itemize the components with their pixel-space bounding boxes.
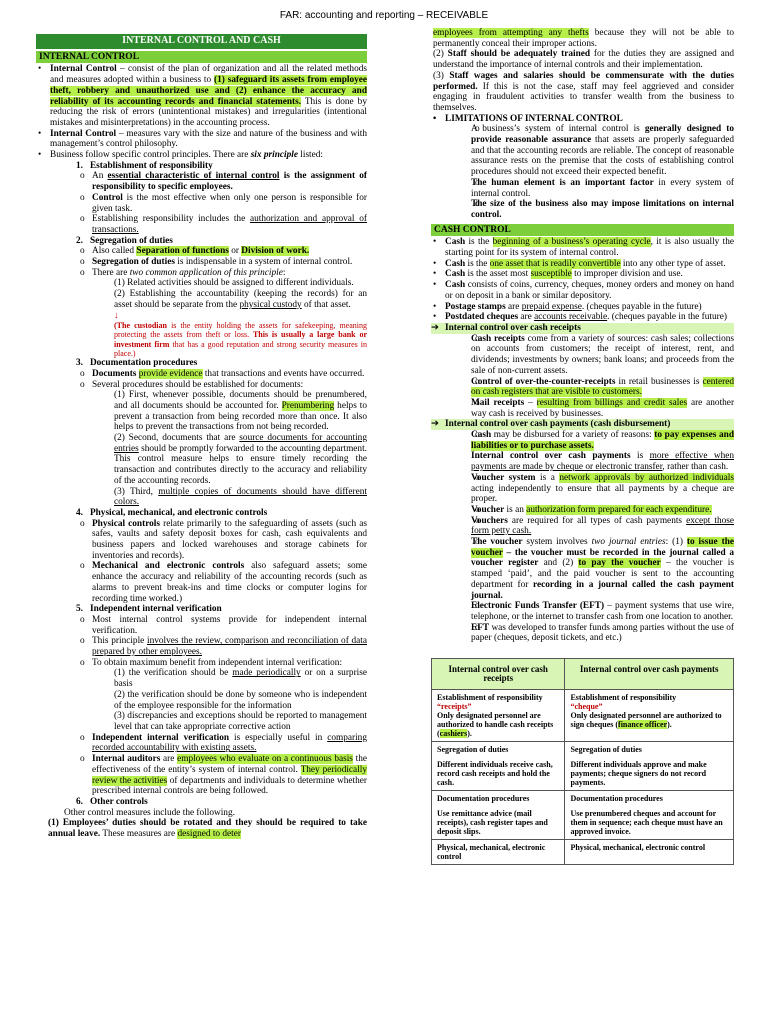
cash-payments-item: o Cash may be disbursed for a variety of reasons: to pay expenses and liabilities or to purchase assets.	[431, 430, 734, 451]
other-controls-item-3: (3) Staff wages and salaries should be commensurate with the duties performed. If this is not the case, staff may feel aggrieved and consider engaging in fraudulent activities to transfer wealth from the business to themselves.	[433, 70, 734, 113]
principle-1-title: 1. Establishment of responsibility	[76, 160, 213, 171]
principle-3-title: 3. Documentation procedures	[76, 358, 198, 369]
page-title: INTERNAL CONTROL AND CASH	[36, 34, 367, 49]
cash-payments-item: o EFT was developed to transfer funds among parties without the use of paper (cheques, deposit tickets, and etc.)	[431, 623, 734, 644]
other-controls-item-1: (1) Employees’ duties should be rotated and they should be required to take annual leave. These measures are designed to deter	[48, 818, 367, 840]
principle-2-item: o Also called Separation of functions or Division of work.	[36, 246, 367, 257]
principle-5-sub: (2) the verification should be done by someone who is independent of the employee responsible for the information	[114, 689, 367, 711]
principle-2-sub: (1) Related activities should be assigned to different individuals.	[114, 278, 354, 289]
section-internal-control: INTERNAL CONTROL	[36, 51, 367, 64]
principle-5-item: o Internal auditors are employees who evaluate on a continuous basis the effectiveness of the entity’s system of internal control. They periodically review the activities of departments and individuals to determine whether prescribed internal controls are being followed.	[36, 754, 367, 797]
principle-3-sub: (2) Second, documents that are source documents for accounting entries should be promptly forwarded to the accounting department. This control measure helps to ensure timely recording the transaction and contributes directly to the accuracy and reliability of the accounting records.	[114, 433, 367, 486]
bullet-internal-control-definition: • Internal Control – consist of the plan of organization and all the related methods and measures adopted within a business to (1) safeguard its assets from employee theft, robbery and unauthorized use and (2) enhance the accuracy and reliability of its accounting records and financial statements. This is done by reducing the risk of errors (unintentional mistakes) and irregularities (intentional mistakes and misinterpretations) in the accounting process.	[36, 64, 367, 128]
section-cash-control: CASH CONTROL	[431, 224, 734, 237]
table-row	[432, 690, 734, 742]
principle-3-sub: (3) Third, multiple copies of documents should have different colors.	[114, 486, 367, 508]
principle-1-item: o Control is the most effective when only one person is responsible for given task.	[36, 193, 367, 214]
bullet-internal-control-measures: • Internal Control – measures vary with the size and nature of the business and with management’s control philosophy.	[36, 129, 367, 150]
principle-3-item: o Documents provide evidence that transactions and events have occurred.	[36, 369, 367, 380]
cash-receipts-item: o Mail receipts – resulting from billings and credit sales are another way cash is received by businesses.	[431, 398, 734, 419]
cash-bullet: • Cash is the one asset that is readily convertible into any other type of asset.	[431, 259, 734, 270]
principle-5-item: o Independent internal verification is especially useful in comparing recorded accountability with existing assets.	[36, 733, 367, 754]
down-arrow-icon: ↓	[114, 310, 119, 321]
principle-2-title: 2. Segregation of duties	[76, 235, 173, 246]
principle-4-item: o Mechanical and electronic controls also safeguard assets; some enhance the accuracy and reliability of the accounting records (such as alarms to prevent break-ins and time clocks or computer logins for recording time worked.)	[36, 561, 367, 604]
principle-3-sub: (1) First, whenever possible, documents should be prenumbered, and all documents should be accounted for. Prenumbering helps to prevent a transaction from being recorded more than once. It also helps to prevent the transactions from not being recorded.	[114, 390, 367, 433]
custodian-note: (The custodian is the entity holding the assets for safekeeping, meaning protecting the assets from theft or loss. This is usually a large bank or investment firm that has a good reputation and strong security measures in place.)	[114, 321, 367, 358]
principle-5-item: o To obtain maximum benefit from independent internal verification:	[36, 658, 367, 669]
cash-payments-heading: ➔ Internal control over cash payments (cash disbursement)	[431, 419, 734, 430]
principle-4-item: o Physical controls relate primarily to the safeguarding of assets (such as safes, vaults and safety deposit boxes for cash, cash equivalents and business papers and locked warehouses and storage cabinets for inventories and records).	[36, 519, 367, 562]
principle-5-item: o This principle involves the review, comparison and reconciliation of data prepared by other employees.	[36, 636, 367, 657]
right-column	[431, 28, 734, 865]
table-cell: Segregation of duties Different individuals receive cash, record cash receipts and hold the cash.	[432, 742, 565, 791]
limitations-item: o The size of the business also may impose limitations on internal control.	[431, 199, 734, 220]
principle-5-sub: (3) discrepancies and exceptions should be reported to management level that can take appropriate corrective action	[114, 711, 367, 732]
principle-1-item: o Establishing responsibility includes the authorization and approval of transactions.	[36, 214, 367, 235]
table-cell: Physical, mechanical, electronic control	[565, 840, 734, 865]
other-controls-item-2: (2) Staff should be adequately trained for the duties they are assigned and understand the importance of internal controls and their implementation.	[433, 49, 734, 71]
table-header-receipts: Internal control over cash receipts	[432, 659, 565, 690]
table-cell: Documentation procedures Use prenumbered cheques and account for them in sequence; each cheque must have an approved invoice.	[565, 791, 734, 840]
cash-payments-item: o Voucher is an authorization form prepared for each expenditure.	[431, 505, 734, 516]
table-cell: Establishment of responsibility “cheque” Only designated personnel are authorized to sign cheques (finance officer).	[565, 690, 734, 742]
principle-5-item: o Most internal control systems provide for independent internal verification.	[36, 615, 367, 636]
cash-bullet: • Cash is the beginning of a business’s operating cycle, it is also usually the starting point for its system of internal control.	[431, 237, 734, 258]
limitations-item: o The human element is an important factor in every system of internal control.	[431, 178, 734, 199]
table-cell: Physical, mechanical, electronic control	[432, 840, 565, 865]
table-cell: Documentation procedures Use remittance advice (mail receipts), cash register tapes and deposit slips.	[432, 791, 565, 840]
cash-payments-item: o Electronic Funds Transfer (EFT) – payment systems that use wire, telephone, or the internet to transfer cash from one location to another.	[431, 601, 734, 622]
table-cell: Segregation of duties Different individuals approve and make payments; cheque signers do not record payments.	[565, 742, 734, 791]
table-row	[432, 840, 734, 865]
other-controls-item-1-cont: employees from attempting any thefts because they will not be able to permanently conceal their improper actions.	[433, 28, 735, 49]
cash-payments-item: o Voucher system is a network approvals by authorized individuals acting independently to ensure that all payments by a cheque are proper.	[431, 473, 734, 505]
other-controls-intro: Other control measures include the following.	[64, 807, 235, 818]
table-header-payments: Internal control over cash payments	[565, 659, 734, 690]
principle-2-item: o There are two common application of this principle:	[36, 268, 367, 279]
table-cell: Establishment of responsibility “receipts” Only designated personnel are authorized to handle cash receipts (cashiers).	[432, 690, 565, 742]
principle-6-title: 6. Other controls	[76, 796, 148, 807]
cash-bullet: • Postdated cheques are accounts receivable. (cheques payable in the future)	[431, 312, 734, 323]
cash-bullet: • Cash consists of coins, currency, cheques, money orders and money on hand or on deposit in a bank or similar depository.	[431, 280, 734, 301]
principle-2-sub: (2) Establishing the accountability (keeping the records) for an asset should be separate from the physical custody of that asset.	[114, 289, 367, 310]
left-column	[36, 34, 367, 840]
cash-payments-item: o Internal control over cash payments is more effective when payments are made by cheque or electronic transfer, rather than cash.	[431, 451, 734, 472]
principle-1-item: o An essential characteristic of internal control is the assignment of responsibility to specific employees.	[36, 171, 367, 192]
cash-bullet: • Cash is the asset most susceptible to improper division and use.	[431, 269, 734, 280]
principle-5-sub: (1) the verification should be made periodically or on a surprise basis	[114, 668, 367, 690]
table-row	[432, 742, 734, 791]
principle-3-item: o Several procedures should be established for documents:	[36, 380, 367, 391]
table-header-row	[432, 659, 734, 690]
cash-control-comparison-table	[431, 658, 734, 865]
limitations-item: o A business’s system of internal control is generally designed to provide reasonable assurance that assets are properly safeguarded and that the accounting records are reliable. The concept of reasonable assurance rests on the premise that the costs of establishing control procedures should not exceed their expected benefit.	[431, 124, 734, 178]
limitations-title: • LIMITATIONS OF INTERNAL CONTROL	[431, 114, 734, 125]
principle-2-item: o Segregation of duties is indispensable in a system of internal control.	[36, 257, 367, 268]
cash-receipts-item: o Control of over-the-counter-receipts in retail businesses is centered on cash registers that are visible to customers.	[431, 377, 734, 398]
page-header: FAR: accounting and reporting – RECEIVABLE	[279, 10, 489, 21]
cash-payments-item: o Vouchers are required for all types of cash payments except those form petty cash.	[431, 516, 734, 537]
cash-payments-item: o The voucher system involves two journal entries: (1) to issue the voucher – the voucher must be recorded in the journal called a voucher register and (2) to pay the voucher – the voucher is stamped ‘paid’, and the paid voucher is sent to the accounting department for recording in a journal called the cash payment journal.	[431, 537, 734, 601]
bullet-principles-intro: • Business follow specific control principles. There are six principle listed:	[36, 150, 367, 161]
principle-5-title: 5. Independent internal verification	[76, 604, 222, 615]
table-row	[432, 791, 734, 840]
principle-4-title: 4. Physical, mechanical, and electronic controls	[76, 507, 268, 518]
cash-receipts-item: o Cash receipts come from a variety of sources: cash sales; collections on accounts from customers; the receipt of interest, rent, and dividends; investments by owners; bank loans; and proceeds from the sale of non-current assets.	[431, 334, 734, 377]
cash-receipts-heading: ➔ Internal control over cash receipts	[431, 323, 734, 334]
cash-bullet: • Postage stamps are prepaid expense. (cheques payable in the future)	[431, 302, 734, 313]
